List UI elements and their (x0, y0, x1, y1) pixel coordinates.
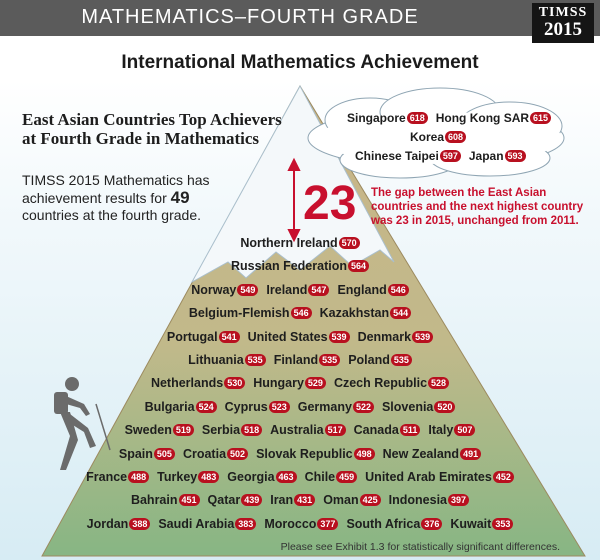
score-badge: 522 (353, 401, 374, 413)
score-badge: 593 (505, 150, 526, 162)
footnote: Please see Exhibit 1.3 for statistically significant differences. (280, 541, 560, 553)
score-badge: 431 (294, 494, 315, 506)
country-row (0, 423, 600, 437)
country-entry (323, 493, 380, 507)
country-row (0, 353, 600, 367)
country-name: Hong Kong SAR (435, 111, 530, 125)
score-badge: 520 (434, 401, 455, 413)
country-entry (145, 400, 217, 414)
country-name: Croatia (182, 446, 227, 461)
country-entry (240, 236, 359, 250)
country-name: Indonesia (388, 493, 447, 508)
score-badge: 459 (336, 471, 357, 483)
country-name: Japan (468, 149, 504, 163)
score-badge: 597 (440, 150, 461, 162)
country-entry (87, 517, 151, 531)
country-name: Jordan (86, 516, 129, 531)
country-name: Canada (353, 423, 399, 438)
top-row-2 (406, 130, 470, 144)
country-name: Ireland (266, 282, 308, 297)
country-name: Norway (191, 282, 237, 297)
country-row (0, 306, 600, 320)
country-entry (354, 423, 421, 437)
country-entry (383, 447, 481, 461)
country-entry (382, 400, 455, 414)
country-name: Chinese Taipei (355, 149, 439, 163)
score-badge: 491 (460, 448, 481, 460)
country-name: Bulgaria (144, 399, 195, 414)
country-entry (266, 283, 329, 297)
country-name: Georgia (227, 470, 275, 484)
country-row (0, 493, 600, 507)
country-entry (225, 400, 290, 414)
country-entry (389, 493, 469, 507)
country-name: Czech Republic (333, 376, 428, 391)
score-badge: 507 (454, 424, 475, 436)
country-name: France (86, 470, 128, 484)
country-name: Turkey (157, 470, 198, 484)
country-entry (410, 130, 466, 144)
top-row-3 (351, 149, 530, 163)
country-entry (253, 376, 326, 390)
country-entry (202, 423, 262, 437)
score-badge: 425 (360, 494, 381, 506)
score-badge: 549 (237, 284, 258, 296)
country-entry (188, 353, 266, 367)
score-badge: 376 (421, 518, 442, 530)
country-entry (337, 283, 408, 297)
country-row (0, 259, 600, 273)
country-name: England (337, 282, 387, 297)
gap-note: The gap between the East Asian countries and the next highest country was 23 in 2015, unchanged from 2011. (371, 187, 584, 227)
score-badge: 564 (348, 260, 369, 272)
country-row (0, 376, 600, 390)
country-entry (450, 517, 513, 531)
gap-number: 23 (303, 177, 357, 230)
score-badge: 483 (198, 471, 219, 483)
description (22, 172, 232, 224)
score-badge: 383 (235, 518, 256, 530)
country-entry (436, 111, 551, 125)
country-entry (167, 330, 240, 344)
country-entry (183, 447, 248, 461)
country-name: United States (247, 329, 328, 344)
country-entry (256, 447, 375, 461)
country-entry (428, 423, 475, 437)
score-badge: 618 (407, 112, 428, 124)
banner-title: MATHEMATICS–FOURTH GRADE (81, 6, 419, 28)
country-name: United Arab Emirates (365, 470, 492, 484)
country-name: Australia (270, 423, 324, 438)
top-row-1 (343, 111, 555, 125)
country-row (0, 330, 600, 344)
country-name: Kuwait (450, 516, 492, 531)
score-badge: 518 (241, 424, 262, 436)
score-badge: 377 (317, 518, 338, 530)
score-badge: 528 (428, 377, 449, 389)
country-name: Chile (304, 470, 336, 484)
country-entry (158, 517, 256, 531)
country-name: New Zealand (382, 446, 460, 461)
country-name: Kazakhstan (319, 306, 390, 321)
country-entry (365, 470, 514, 484)
score-badge: 397 (448, 494, 469, 506)
country-entry (274, 353, 340, 367)
score-badge: 546 (291, 307, 312, 319)
country-entry (348, 353, 412, 367)
country-name: Slovak Republic (256, 446, 353, 461)
logo-top-text: TIMSS (538, 5, 588, 20)
score-badge: 519 (173, 424, 194, 436)
score-badge: 547 (308, 284, 329, 296)
country-name: Portugal (166, 329, 218, 344)
score-badge: 488 (128, 471, 149, 483)
country-entry (320, 306, 412, 320)
main-title: International Mathematics Achievement (121, 52, 479, 73)
score-badge: 498 (354, 448, 375, 460)
country-row (0, 400, 600, 414)
country-name: Korea (410, 130, 445, 144)
country-entry (227, 470, 296, 484)
logo-year-text: 2015 (544, 19, 582, 40)
country-entry (347, 111, 428, 125)
country-entry (125, 423, 194, 437)
score-badge: 615 (530, 112, 551, 124)
country-row (0, 447, 600, 461)
country-name: Hungary (253, 376, 304, 391)
score-badge: 530 (224, 377, 245, 389)
description-before: TIMSS 2015 Mathematics has achievement results for (22, 172, 210, 206)
score-badge: 544 (390, 307, 411, 319)
description-after: countries at the fourth grade. (22, 207, 201, 223)
country-name: Spain (118, 446, 153, 461)
country-name: Italy (428, 423, 454, 438)
country-name: Saudi Arabia (158, 516, 235, 531)
country-entry (151, 376, 245, 390)
score-badge: 541 (219, 331, 240, 343)
score-badge: 511 (400, 424, 421, 436)
score-badge: 524 (196, 401, 217, 413)
country-entry (131, 493, 200, 507)
country-name: Bahrain (130, 493, 178, 508)
score-badge: 502 (227, 448, 248, 460)
country-entry (270, 423, 346, 437)
score-badge: 539 (412, 331, 433, 343)
score-badge: 451 (179, 494, 200, 506)
country-name: Russian Federation (230, 259, 347, 274)
country-entry (355, 149, 461, 163)
country-entry (334, 376, 449, 390)
score-badge: 570 (339, 237, 360, 249)
score-badge: 517 (325, 424, 346, 436)
country-entry (248, 330, 350, 344)
score-badge: 608 (445, 131, 466, 143)
country-name: South Africa (346, 516, 421, 531)
country-entry (191, 283, 258, 297)
country-entry (305, 470, 358, 484)
score-badge: 523 (269, 401, 290, 413)
score-badge: 535 (319, 354, 340, 366)
country-entry (157, 470, 219, 484)
score-badge: 539 (329, 331, 350, 343)
country-name: Northern Ireland (240, 236, 338, 250)
score-badge: 353 (492, 518, 513, 530)
score-badge: 452 (493, 471, 514, 483)
country-entry (208, 493, 263, 507)
country-entry (270, 493, 315, 507)
country-name: Netherlands (150, 376, 224, 391)
headline: East Asian Countries Top Achievers at Fourth Grade in Mathematics (22, 110, 282, 148)
country-name: Cyprus (224, 399, 268, 414)
country-name: Denmark (357, 329, 412, 344)
country-entry (346, 517, 442, 531)
country-name: Singapore (347, 111, 406, 125)
country-name: Poland (348, 353, 390, 367)
country-name: Oman (323, 493, 359, 508)
country-name: Belgium-Flemish (188, 306, 290, 321)
score-badge: 535 (245, 354, 266, 366)
country-row (0, 517, 600, 531)
country-entry (86, 470, 149, 484)
country-name: Iran (270, 493, 294, 508)
country-entry (358, 330, 434, 344)
country-entry (264, 517, 338, 531)
country-entry (231, 259, 369, 273)
country-row (0, 470, 600, 484)
score-badge: 505 (154, 448, 175, 460)
country-row (0, 283, 600, 297)
country-entry (298, 400, 374, 414)
score-badge: 463 (276, 471, 297, 483)
score-badge: 439 (241, 494, 262, 506)
country-name: Lithuania (188, 353, 244, 367)
score-badge: 388 (129, 518, 150, 530)
country-entry (469, 149, 526, 163)
country-name: Sweden (124, 423, 172, 438)
score-badge: 529 (305, 377, 326, 389)
country-count: 49 (170, 188, 190, 207)
country-name: Serbia (201, 423, 241, 438)
score-badge: 546 (388, 284, 409, 296)
country-name: Germany (297, 399, 352, 414)
country-entry (119, 447, 175, 461)
country-entry (189, 306, 312, 320)
country-name: Finland (273, 353, 319, 367)
country-name: Morocco (264, 516, 317, 531)
score-badge: 535 (391, 354, 412, 366)
country-name: Qatar (207, 493, 241, 508)
country-name: Slovenia (381, 399, 434, 414)
country-row (0, 236, 600, 250)
